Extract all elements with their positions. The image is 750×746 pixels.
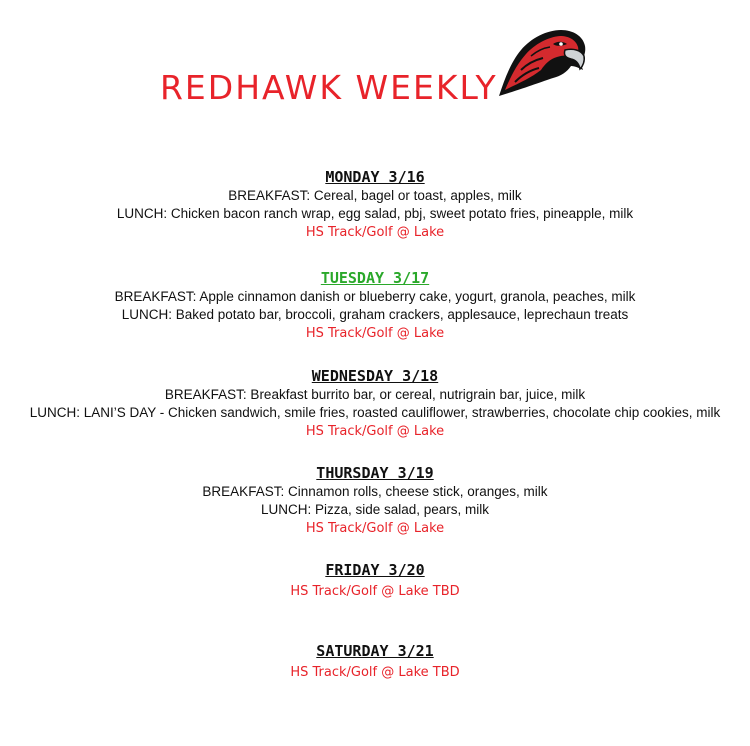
event-note: HS Track/Golf @ Lake [305, 521, 445, 536]
newsletter-header [0, 0, 750, 130]
breakfast-menu: BREAKFAST: Cinnamon rolls, cheese stick, oranges, milk [202, 484, 548, 499]
day-heading: TUESDAY 3/17 [320, 269, 430, 287]
day-block-thursday [0, 463, 750, 539]
day-heading: WEDNESDAY 3/18 [311, 367, 439, 385]
breakfast-menu: BREAKFAST: Breakfast burrito bar, or cereal, nutrigrain bar, juice, milk [164, 387, 586, 402]
day-block-wednesday [0, 366, 750, 442]
event-note: HS Track/Golf @ Lake [305, 424, 445, 439]
event-note: HS Track/Golf @ Lake [305, 225, 445, 240]
redhawk-mascot-icon [495, 26, 587, 100]
event-note: HS Track/Golf @ Lake [305, 326, 445, 341]
day-heading: FRIDAY 3/20 [325, 561, 425, 579]
breakfast-menu: BREAKFAST: Cereal, bagel or toast, apples, milk [228, 188, 522, 203]
breakfast-menu: BREAKFAST: Apple cinnamon danish or blueberry cake, yogurt, granola, peaches, milk [114, 289, 636, 304]
event-note: HS Track/Golf @ Lake TBD [290, 584, 460, 599]
day-heading: THURSDAY 3/19 [316, 464, 434, 482]
day-block-tuesday [0, 268, 750, 344]
day-block-monday [0, 167, 750, 243]
lunch-menu: LUNCH: Pizza, side salad, pears, milk [260, 502, 490, 517]
day-heading: MONDAY 3/16 [325, 168, 425, 186]
newsletter-title: REDHAWK WEEKLY [160, 68, 498, 107]
event-note: HS Track/Golf @ Lake TBD [290, 665, 460, 680]
day-block-friday [0, 560, 750, 602]
lunch-menu: LUNCH: LANI’S DAY - Chicken sandwich, smile fries, roasted cauliflower, strawberries, chocolate chip cookies, milk [29, 405, 721, 420]
lunch-menu: LUNCH: Baked potato bar, broccoli, graham crackers, applesauce, leprechaun treats [121, 307, 629, 322]
lunch-menu: LUNCH: Chicken bacon ranch wrap, egg salad, pbj, sweet potato fries, pineapple, milk [116, 206, 634, 221]
day-block-saturday [0, 641, 750, 683]
day-heading: SATURDAY 3/21 [316, 642, 434, 660]
